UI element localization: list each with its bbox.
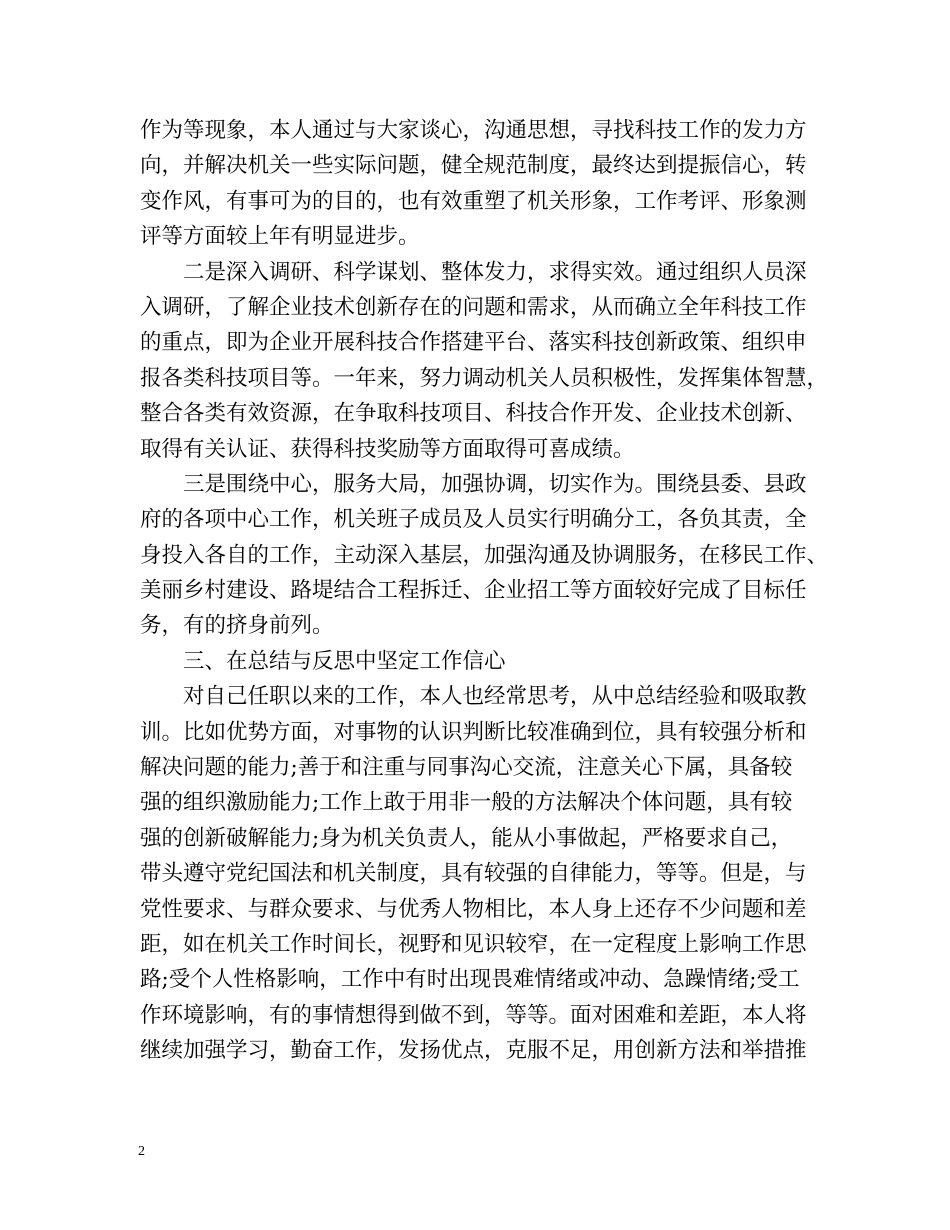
text-line: 府的各项中心工作，机关班子成员及人员实行明确分工，各负其责，全 bbox=[140, 507, 807, 533]
text-line: 美丽乡村建设、路堤结合工程拆迁、企业招工等方面较好完成了目标任 bbox=[140, 578, 807, 604]
text-line: 变作风，有事可为的目的，也有效重塑了机关形象，工作考评、形象测 bbox=[140, 188, 807, 214]
text-line: 评等方面较上年有明显进步。 bbox=[140, 224, 420, 250]
text-line: 继续加强学习，勤奋工作，发扬优点，克服不足，用创新方法和举措推 bbox=[140, 1038, 807, 1064]
text-line: 强的创新破解能力;身为机关负责人，能从小事做起，严格要求自己， bbox=[140, 825, 793, 851]
text-line: 务，有的挤身前列。 bbox=[140, 613, 334, 639]
text-line: 身投入各自的工作，主动深入基层，加强沟通及协调服务，在移民工作、 bbox=[140, 542, 829, 568]
text-line: 党性要求、与群众要求、与优秀人物相比，本人身上还存不少问题和差 bbox=[140, 896, 807, 922]
page-number: 2 bbox=[138, 1144, 145, 1159]
text-line: 作为等现象，本人通过与大家谈心，沟通思想，寻找科技工作的发力方 bbox=[140, 118, 807, 143]
text-line: 带头遵守党纪国法和机关制度，具有较强的自律能力，等等。但是，与 bbox=[140, 861, 807, 887]
text-line: 向，并解决机关一些实际问题，健全规范制度，最终达到提振信心，转 bbox=[140, 153, 807, 179]
text-line: 三是围绕中心，服务大局，加强协调，切实作为。围绕县委、县政 bbox=[183, 471, 807, 497]
text-line: 解决问题的能力;善于和注重与同事沟心交流，注意关心下属，具备较 bbox=[140, 755, 793, 781]
text-line: 作环境影响，有的事情想得到做不到，等等。面对困难和差距，本人将 bbox=[140, 1002, 807, 1028]
text-line: 三、在总结与反思中坚定工作信心 bbox=[183, 648, 506, 674]
text-line: 的重点，即为企业开展科技合作搭建平台、落实科技创新政策、组织申 bbox=[140, 330, 807, 356]
document-body bbox=[140, 113, 830, 1069]
text-line: 训。比如优势方面，对事物的认识判断比较准确到位，具有较强分析和 bbox=[140, 719, 807, 745]
text-line: 强的组织激励能力;工作上敢于用非一般的方法解决个体问题，具有较 bbox=[140, 790, 793, 816]
text-line: 对自己任职以来的工作，本人也经常思考，从中总结经验和吸取教 bbox=[183, 684, 807, 710]
text-line: 入调研，了解企业技术创新存在的问题和需求，从而确立全年科技工作 bbox=[140, 294, 807, 320]
text-line: 整合各类有效资源，在争取科技项目、科技合作开发、企业技术创新、 bbox=[140, 401, 807, 427]
text-line: 取得有关认证、获得科技奖励等方面取得可喜成绩。 bbox=[140, 436, 635, 462]
text-line: 路;受个人性格影响，工作中有时出现畏难情绪或冲动、急躁情绪;受工 bbox=[140, 967, 800, 993]
text-line: 距，如在机关工作时间长，视野和见识较窄，在一定程度上影响工作思 bbox=[140, 931, 807, 957]
text-line: 报各类科技项目等。一年来，努力调动机关人员积极性，发挥集体智慧， bbox=[140, 365, 829, 391]
text-line: 二是深入调研、科学谋划、整体发力，求得实效。通过组织人员深 bbox=[183, 259, 807, 285]
